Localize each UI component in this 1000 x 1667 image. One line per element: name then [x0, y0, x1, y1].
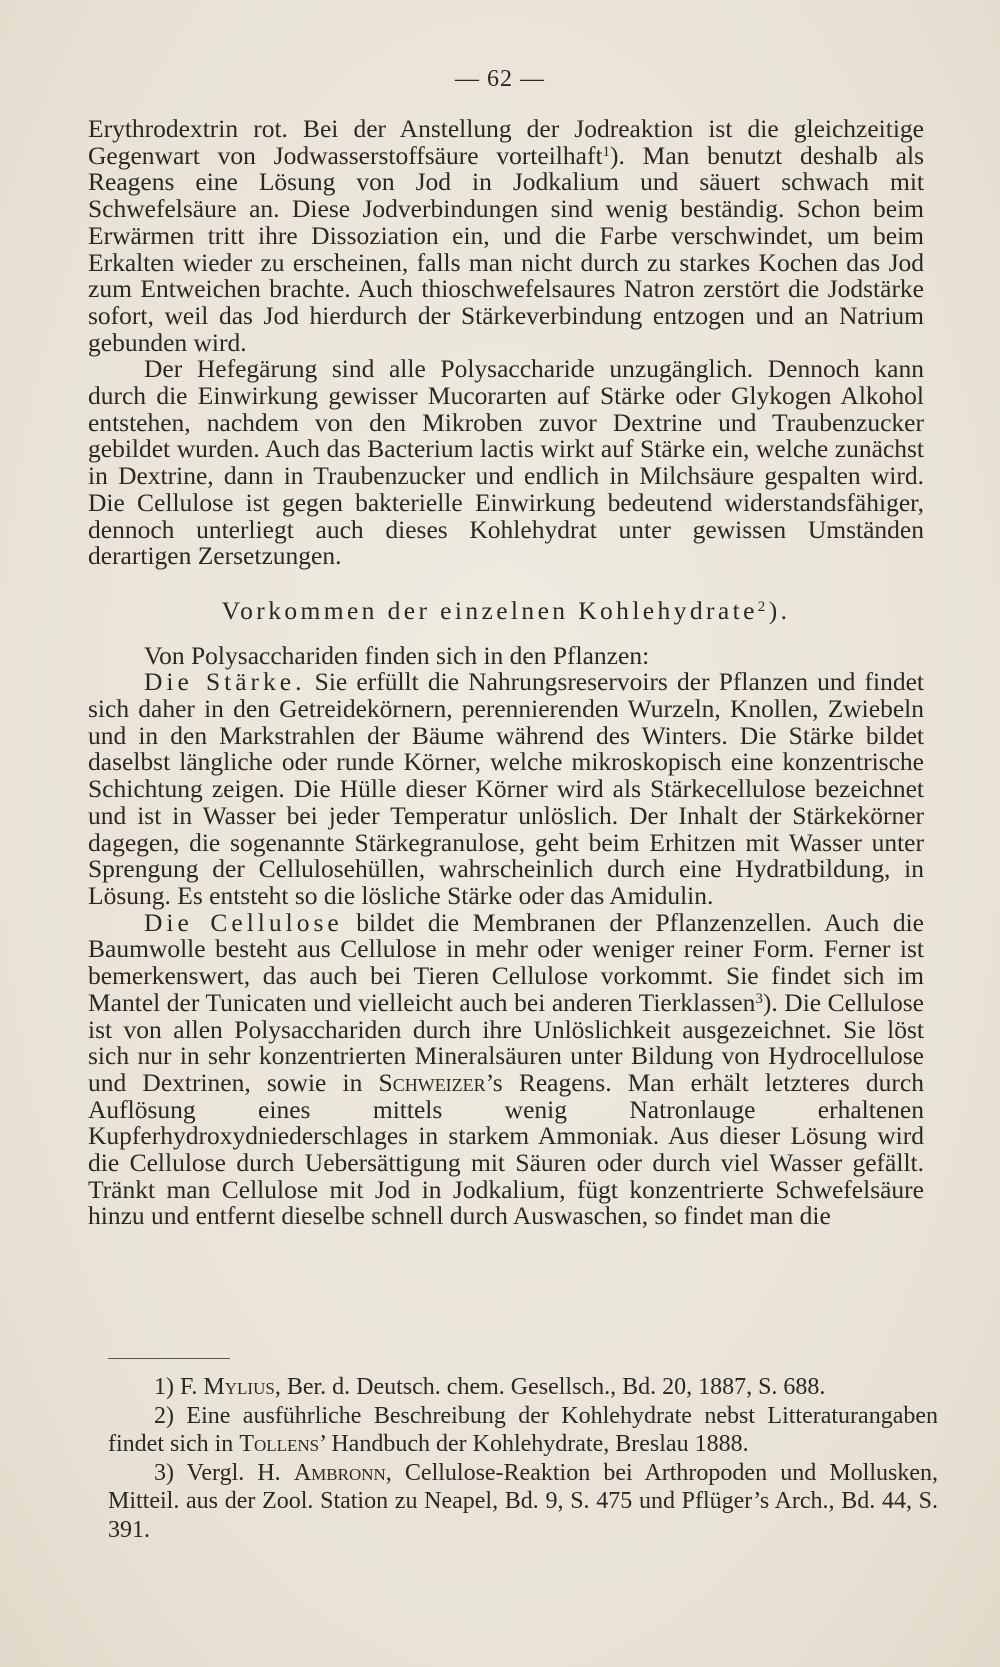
footnote-text: 2) Eine ausführliche Beschreibung der Kohlehydrate nebst Litteraturangaben findet sich in: [108, 1402, 938, 1457]
term-starch: Die Stärke.: [144, 667, 306, 697]
author-name: Schweizer: [378, 1067, 486, 1097]
footnote-2: [108, 1402, 938, 1459]
paragraph-fermentation: Der Hefegärung sind alle Polysaccharide unzugänglich. Dennoch kann durch die Einwirkung gewisser Mucorarten auf Stärke oder Glykogen Alkohol entstehen, nachdem von den Mikroben zuvor Dextrine und Traubenzucker gebildet wurden. Auch das Bacterium lactis wirkt auf Stärke ein, welche zunächst in Dextrine, dann in Traubenzucker und endlich in Milchsäure gespalten wird. Die Cellulose ist gegen bakterielle Einwirkung bedeutend widerstandsfähiger, dennoch unterliegt auch dieses Kohlehydrat unter gewissen Umständen derartigen Zersetzungen.: [88, 354, 924, 571]
footnotes: [108, 1373, 938, 1544]
paragraph-text: Sie erfüllt die Nahrungsreservoirs der Pflanzen und findet sich daher in den Getreidekörnern, perennierenden Wurzeln, Knollen, Zwiebeln und in den Markstrahlen der Bäume während des Winters. Die Stärke bildet daselbst längliche oder runde Körner, welche mikroskopisch eine konzentrische Schichtung zeigen. Die Hülle dieser Körner wird als Stärkecellulose bezeichnet und ist in Wasser bei jeder Temperatur unlöslich. Der Inhalt der Stärkekörner dagegen, die sogenannte Stärkegranulose, geht beim Erhitzen mit Wasser unter Sprengung der Cellulosehüllen, wahrscheinlich durch eine Hydratbildung, in Lösung. Es entsteht so die lösliche Stärke oder das Amidulin.: [88, 667, 924, 910]
paragraph-text: ). Die Cellulose ist von allen Polysacchariden durch ihre Unlöslichkeit ausgezeichnet. Sie löst sich nur in sehr konzentrierten Mineralsäuren unter Bildung von Hydrocellulose und Dextrinen, sowie in: [88, 987, 924, 1097]
author-name: Ambronn: [293, 1459, 386, 1486]
paragraph-polysaccharides-intro: Von Polysacchariden finden sich in den Pflanzen:: [144, 640, 650, 670]
footnote-text: , Cellulose-Reaktion bei Arthropoden und Mollusken, Mitteil. aus der Zool. Station zu Neapel, Bd. 9, S. 475 und Pflüger’s Arch., Bd. 44, S. 391.: [108, 1459, 938, 1543]
term-cellulose: Die Cellulose: [144, 907, 343, 937]
paragraph-text: ). Man benutzt deshalb als Reagens eine Lösung von Jod in Jodkalium und säuert schwach mit Schwefelsäure an. Diese Jodverbindungen sind wenig beständig. Schon beim Erwärmen tritt ihre Dissoziation ein, und die Farbe verschwindet, um beim Erkalten wieder zu erscheinen, falls man nicht durch zu starkes Kochen das Jod zum Entweichen brachte. Auch thioschwefelsaures Natron zerstört die Jodstärke sofort, weil das Jod hierdurch der Stärkeverbindung entzogen und an Natrium gebunden wird.: [88, 140, 924, 357]
footnote-divider: [108, 1358, 230, 1359]
paragraph-starch: [88, 669, 924, 909]
paragraph-iodine-reaction: [88, 116, 924, 356]
paragraph-text: Erythrodextrin rot. Bei der Anstellung der Jodreaktion ist die gleichzeitige Gegenwart von Jodwasserstoffsäure vorteilhaft: [88, 114, 924, 170]
page-number: — 62 —: [455, 66, 545, 92]
footnote-1: [108, 1373, 938, 1402]
paragraph-text: ’s Reagens. Man erhält letzteres durch Auflösung eines mittels wenig Natronlauge erhaltenen Kupferhydroxydniederschlages in starkem Ammoniak. Aus dieser Lösung wird die Cellulose durch Uebersättigung mit Säuren oder durch viel Wasser gefällt. Tränkt man Cellulose mit Jod in Jodkalium, fügt konzentrierte Schwefelsäure hinzu und entfernt dieselbe schnell durch Auswaschen, so findet man die: [88, 1067, 924, 1231]
footnote-ref-3: 3: [755, 990, 763, 1007]
footnote-text: , Ber. d. Deutsch. chem. Gesellsch., Bd. 20, 1887, S. 688.: [274, 1374, 826, 1400]
footnote-ref-1: 1: [602, 143, 611, 160]
paragraph-cellulose: [88, 907, 925, 1231]
author-name: Mylius: [203, 1374, 275, 1400]
section-heading-text: Vorkommen der einzelnen Kohlehydrate: [221, 595, 758, 625]
main-text: [88, 116, 924, 1230]
section-heading: [88, 595, 924, 625]
section-heading-end: ).: [768, 595, 791, 625]
author-name: Tollens: [239, 1431, 320, 1457]
footnote-text: 1) F.: [154, 1374, 204, 1400]
footnote-text: ’ Handbuch der Kohlehydrate, Breslau 1888.: [319, 1431, 749, 1457]
paragraph-text: bildet die Membranen der Pflanzenzellen. Auch die Baumwolle besteht aus Cellulose in mehr oder weniger reiner Form. Ferner ist bemerkenswert, das auch bei Tieren Cellulose vorkommt. Sie findet sich im Mantel der Tunicaten und vielleicht auch bei anderen Tierklassen: [88, 907, 925, 1017]
footnote-ref-2: 2: [757, 598, 769, 615]
footnote-text: 3) Vergl. H.: [154, 1459, 294, 1486]
footnote-3: [108, 1459, 938, 1545]
